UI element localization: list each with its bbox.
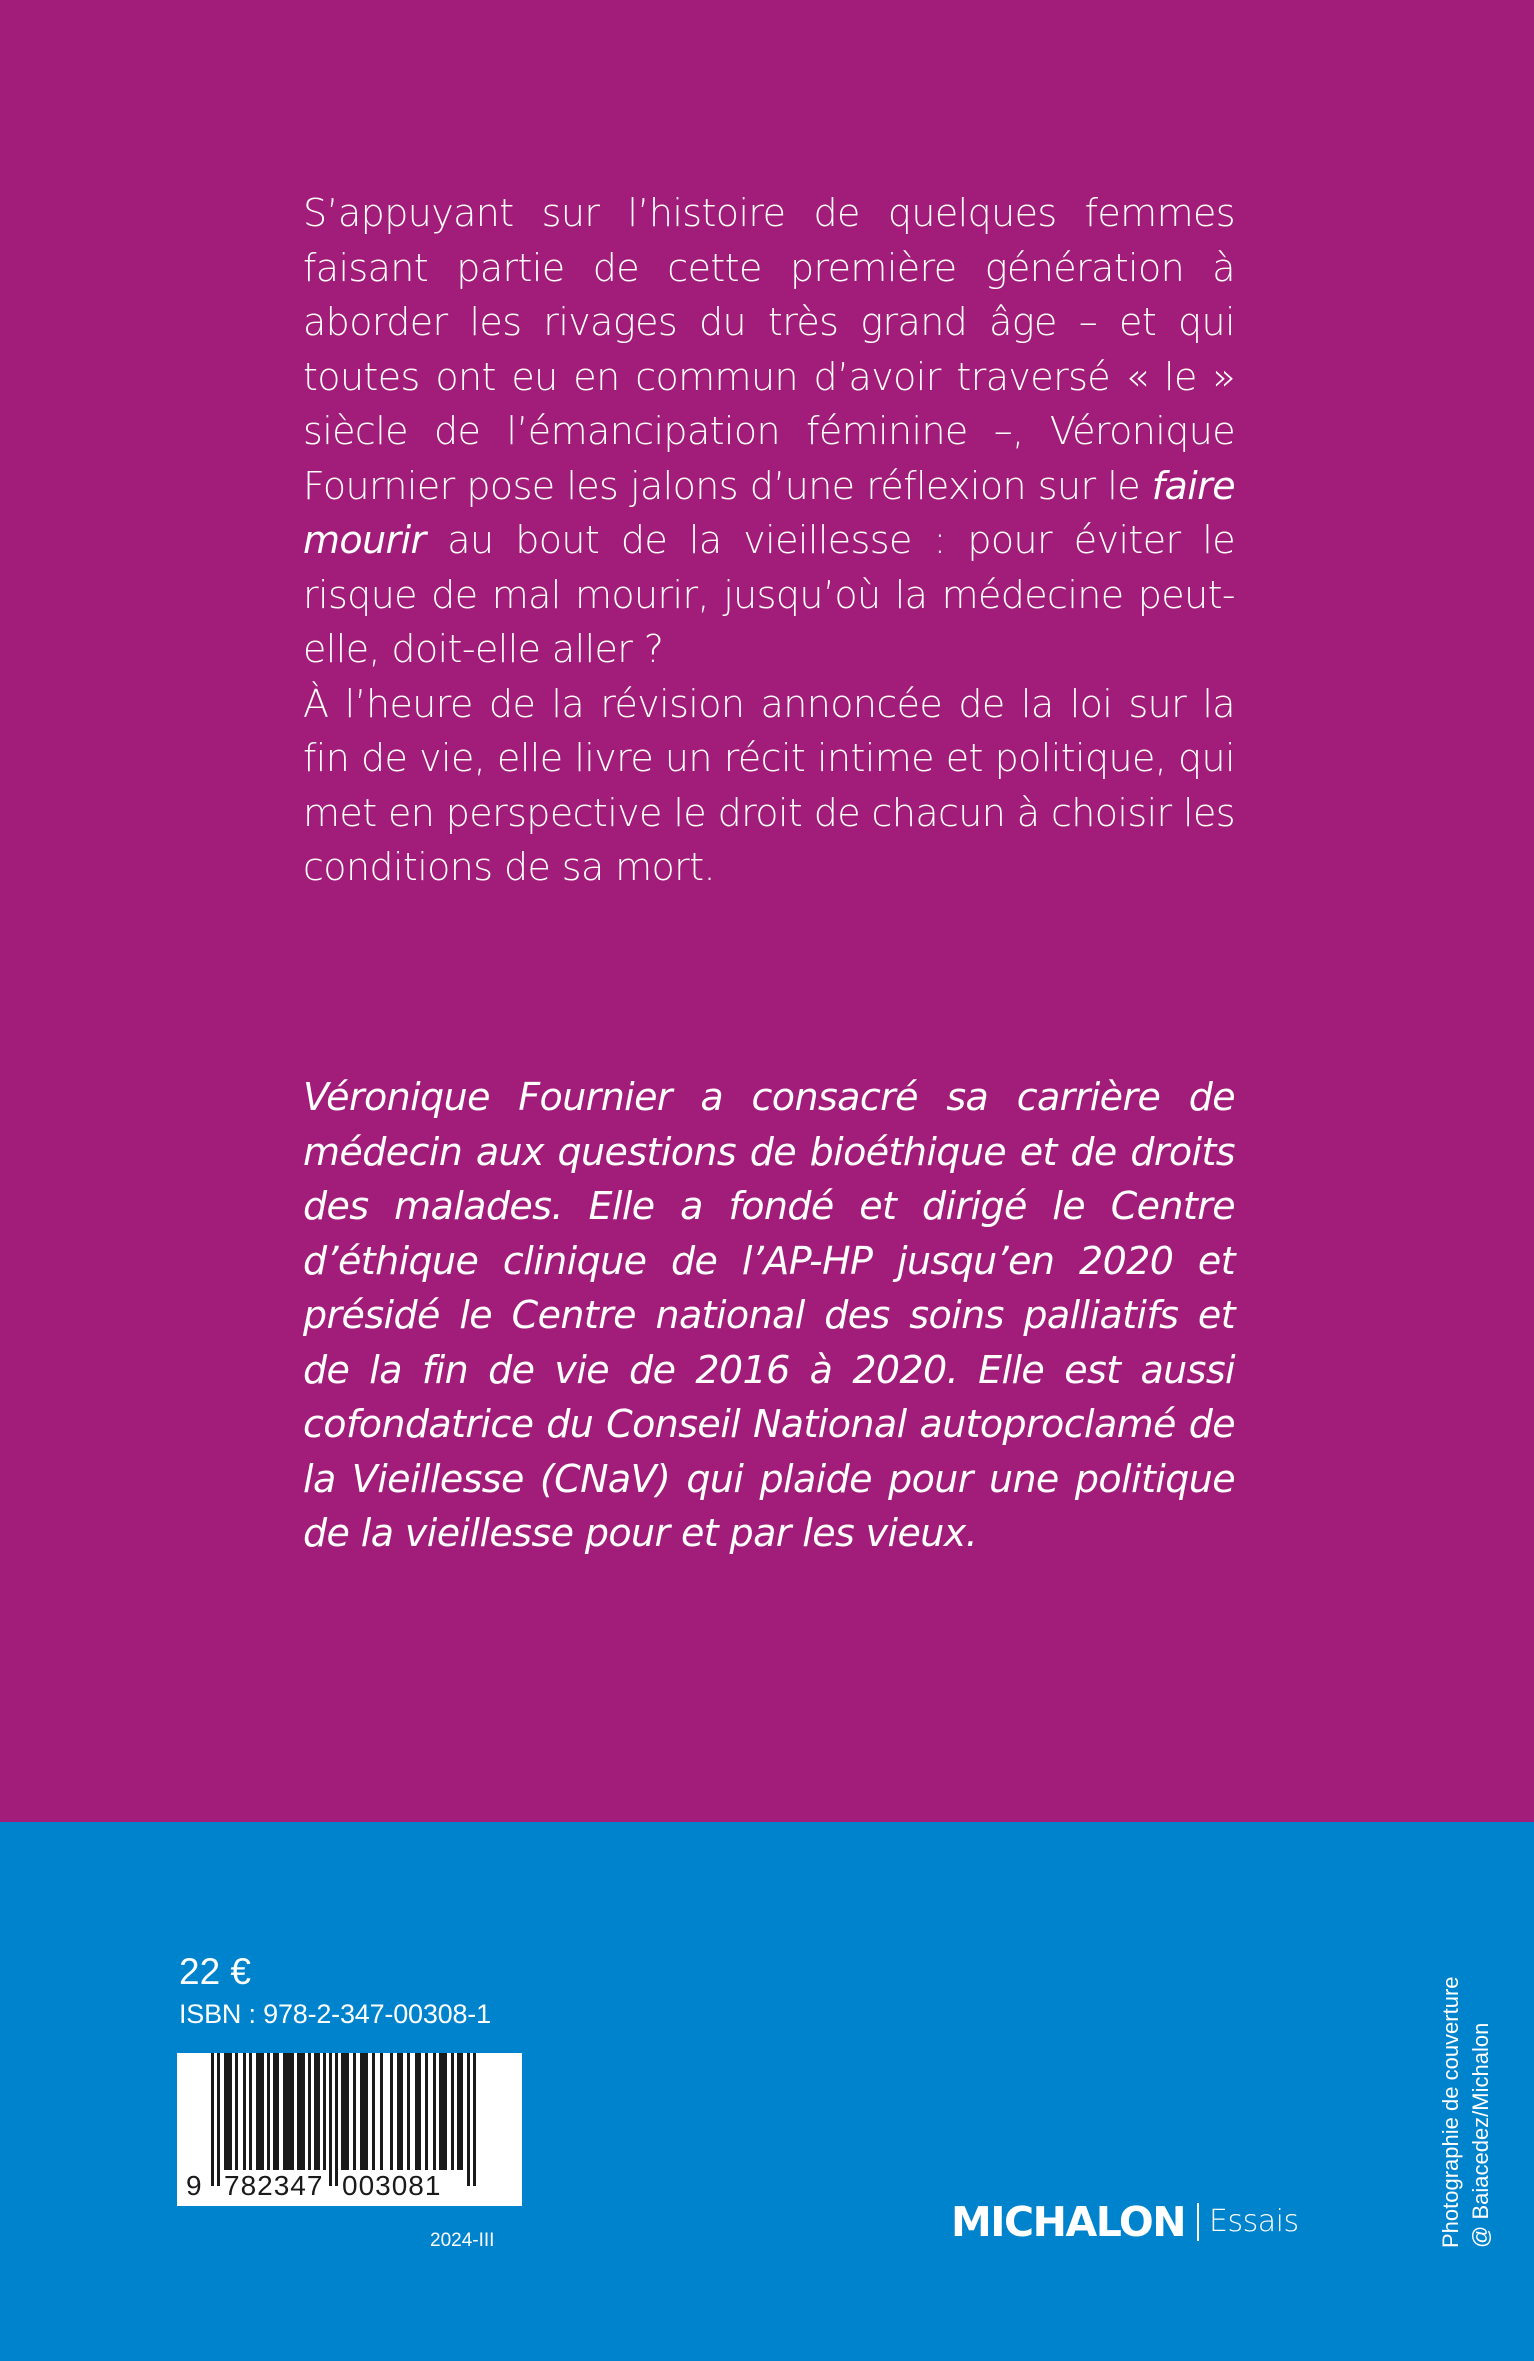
- publisher-divider: [1197, 2203, 1199, 2241]
- edition-label: 2024-III: [430, 2230, 495, 2251]
- book-summary: [303, 186, 1235, 895]
- author-bio: [303, 1070, 1235, 1561]
- summary-text-part2: au bout de la vieillesse : pour éviter le risque de mal mourir, jusqu’où la médecine peut-elle, doit-elle aller ?: [303, 518, 1235, 671]
- publisher-logo: [951, 2198, 1299, 2246]
- summary-paragraph-1: [303, 186, 1235, 677]
- publisher-series: Essais: [1209, 2204, 1299, 2239]
- barcode-digits-left: 782347: [224, 2170, 324, 2201]
- price-label: 22 €: [179, 1951, 252, 1992]
- publisher-name: MICHALON: [951, 2198, 1186, 2246]
- photo-credit-line-2: @ Baiacedez/Michalon: [1468, 2022, 1493, 2248]
- summary-paragraph-2: À l’heure de la révision annoncée de la loi sur la fin de vie, elle livre un récit intime et politique, qui met en perspective le droit de chacun à choisir les conditions de sa mort.: [303, 681, 1235, 889]
- author-bio-text: Véronique Fournier a consacré sa carrière de médecin aux questions de bioéthique et de droits des malades. Elle a fondé et dirigé le Centre d’éthique clinique de l’AP-HP jusqu’en 2020 et présidé le Centre national des soins palliatifs et de la fin de vie de 2016 à 2020. Elle est aussi cofondatrice du Conseil National autoproclamé de la Vieillesse (CNaV) qui plaide pour une politique de la vieillesse pour et par les vieux.: [303, 1075, 1235, 1555]
- barcode-digit-first: 9: [186, 2170, 202, 2201]
- summary-emphasis: faire mourir: [303, 463, 1235, 562]
- barcode: [177, 2053, 522, 2206]
- isbn-label: ISBN : 978-2-347-00308-1: [179, 1999, 491, 2029]
- photo-credit-line-1: Photographie de couverture: [1438, 1976, 1463, 2248]
- photo-credit: [1436, 1976, 1496, 2248]
- barcode-digits-right: 003081: [342, 2170, 442, 2201]
- summary-text-part1: S’appuyant sur l’histoire de quelques femmes faisant partie de cette première génération à aborder les rivages du très grand âge – et qui toutes ont eu en commun d’avoir traversé « le » siècle de l’émancipation féminine –, Véronique Fournier pose les jalons d’une réflexion sur le: [303, 191, 1235, 508]
